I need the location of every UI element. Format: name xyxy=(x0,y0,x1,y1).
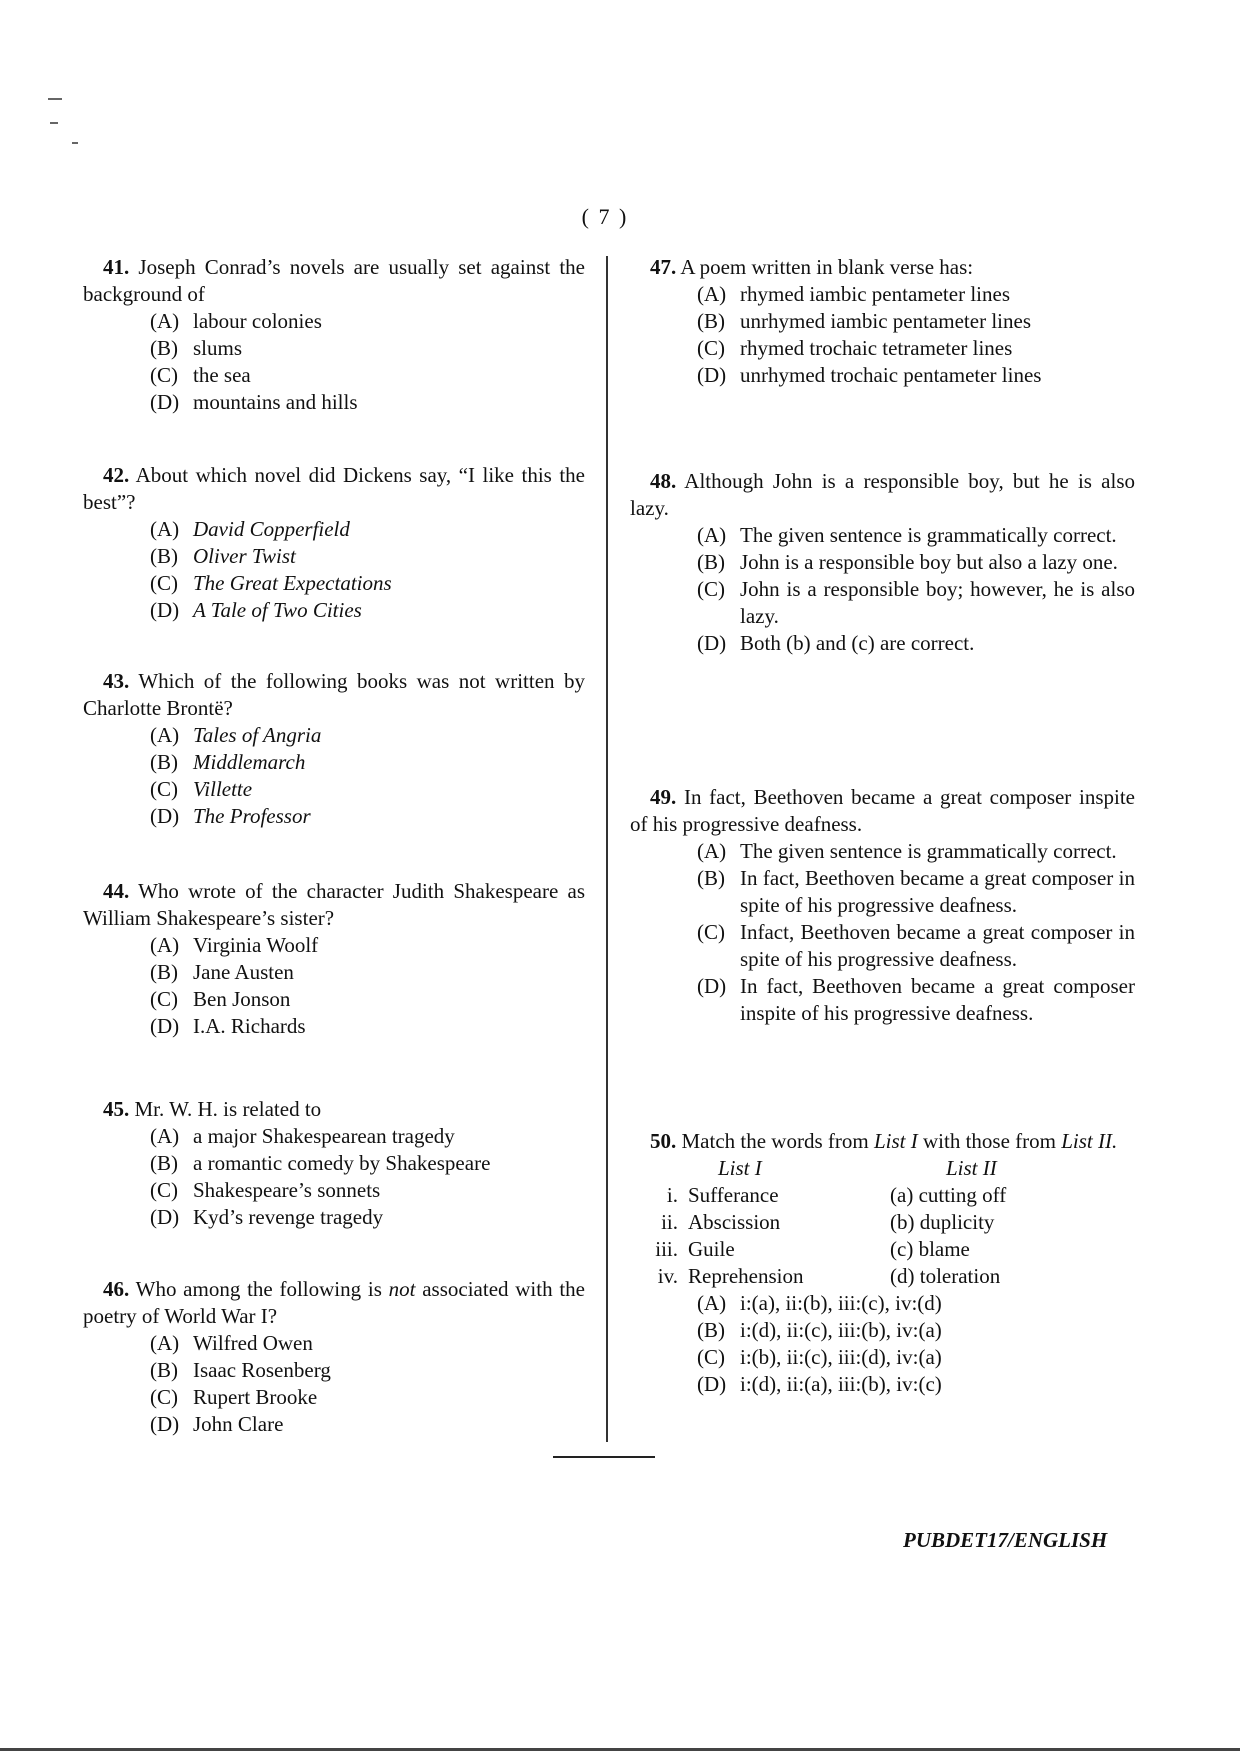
question-stem: Joseph Conrad’s novels are usually set against the background of xyxy=(83,255,586,306)
option-c: (C) the sea xyxy=(150,363,251,387)
list-1-heading: List I xyxy=(718,1156,762,1180)
option-b: (B) i:(d), ii:(c), iii:(b), iv:(a) xyxy=(697,1318,942,1342)
match-row: i. Sufferance (a) cutting off xyxy=(666,1183,1007,1207)
question-stem: Which of the following books was not written by Charlotte Brontë? xyxy=(83,669,586,720)
option-d: (D) Both (b) and (c) are correct. xyxy=(697,631,975,655)
match-row: iii. Guile (c) blame xyxy=(655,1237,970,1261)
option-d: (D) John Clare xyxy=(150,1412,284,1436)
match-table xyxy=(630,1155,1135,1288)
question-stem: Although John is a responsible boy, but he is also lazy. xyxy=(630,469,1135,520)
option-c: (C) The Great Expectations xyxy=(150,571,392,595)
option-b: (B) Oliver Twist xyxy=(150,544,296,568)
option-c: (C) Infact, Beethoven became a great composer in spite of his progressive deafness. xyxy=(697,920,1135,971)
question-number: 42. xyxy=(103,463,130,487)
question-number: 44. xyxy=(103,879,130,903)
option-a: (A) rhymed iambic pentameter lines xyxy=(697,282,1010,306)
option-a: (A) Virginia Woolf xyxy=(150,933,319,957)
option-b: (B) In fact, Beethoven became a great composer in spite of his progressive deafness. xyxy=(697,866,1135,917)
question-45 xyxy=(83,1096,585,1231)
footer-code: PUBDET17/ENGLISH xyxy=(903,1528,1108,1552)
option-a: (A) David Copperfield xyxy=(150,517,350,541)
option-b: (B) a romantic comedy by Shakespeare xyxy=(150,1151,491,1175)
option-d: (D) Kyd’s revenge tragedy xyxy=(150,1205,384,1229)
option-a: (A) a major Shakespearean tragedy xyxy=(150,1124,455,1148)
question-44 xyxy=(83,878,585,1040)
scan-speck xyxy=(72,142,78,144)
question-number: 41. xyxy=(103,255,130,279)
list-2-heading: List II xyxy=(946,1156,997,1180)
option-c: (C) Rupert Brooke xyxy=(150,1385,318,1409)
option-a: (A) labour colonies xyxy=(150,309,322,333)
question-stem: Who wrote of the character Judith Shakespeare as William Shakespeare’s sister? xyxy=(83,879,585,930)
end-rule xyxy=(553,1456,655,1458)
question-number: 43. xyxy=(103,669,130,693)
scan-speck xyxy=(48,98,62,100)
option-a: (A) The given sentence is grammatically correct. xyxy=(697,839,1117,863)
option-b: (B) Isaac Rosenberg xyxy=(150,1358,331,1382)
question-46: 46. Who among the following is not associated with the poetry of World War I? (A) Wilfred Owen (B) Isaac Rosenberg (C) Rupert Brooke (D) John Clare xyxy=(83,1277,585,1436)
question-stem: In fact, Beethoven became a great composer inspite of his progressive deafness. xyxy=(630,785,1136,836)
option-d: (D) mountains and hills xyxy=(150,390,358,414)
column-divider xyxy=(606,256,608,1442)
option-d: (D) unrhymed trochaic pentameter lines xyxy=(697,363,1042,387)
option-a: (A) Wilfred Owen xyxy=(150,1331,313,1355)
option-d: (D) I.A. Richards xyxy=(150,1014,306,1038)
option-d: (D) The Professor xyxy=(150,804,311,828)
option-d: (D) In fact, Beethoven became a great composer inspite of his progressive deafness. xyxy=(697,974,1135,1025)
option-b: (B) Jane Austen xyxy=(150,960,294,984)
option-c: (C) i:(b), ii:(c), iii:(d), iv:(a) xyxy=(697,1345,942,1369)
option-b: (B) unrhymed iambic pentameter lines xyxy=(697,309,1031,333)
question-50: 50. Match the words from List I with those from List II. List I List II i. Sufferance (a) cutting off ii. Abscission (b) duplicity iii. Guile (c) blame iv. Reprehension (d) toleration (A) i:(a), ii:(b), iii:(c), iv:(d) (B) i:(d), ii:(c), iii:(b), iv:(a) (C) i:(b), ii:(c), iii:(d), iv:(a) (D) i:(d), ii:(a), iii:(b), iv:(c) xyxy=(630,1128,1135,1398)
question-43 xyxy=(83,668,585,830)
question-number: 49. xyxy=(650,785,677,809)
option-a: (A) The given sentence is grammatically correct. xyxy=(697,523,1117,547)
question-number: 45. xyxy=(103,1097,130,1121)
question-number: 50. xyxy=(650,1129,677,1153)
question-stem: A poem written in blank verse has: xyxy=(680,255,974,279)
option-c: (C) Villette xyxy=(150,777,253,801)
question-stem: Mr. W. H. is related to xyxy=(134,1097,322,1121)
match-row: ii. Abscission (b) duplicity xyxy=(661,1210,995,1234)
question-48 xyxy=(630,468,1135,657)
option-b: (B) slums xyxy=(150,336,243,360)
question-41 xyxy=(83,254,585,416)
option-a: (A) Tales of Angria xyxy=(150,723,322,747)
option-b: (B) John is a responsible boy but also a lazy one. xyxy=(697,550,1118,574)
option-c: (C) Shakespeare’s sonnets xyxy=(150,1178,381,1202)
option-c: (C) Ben Jonson xyxy=(150,987,291,1011)
question-47 xyxy=(630,254,1135,389)
question-stem: About which novel did Dickens say, “I like this the best”? xyxy=(83,463,585,514)
scan-speck xyxy=(50,122,58,124)
scan-edge xyxy=(0,1748,1240,1751)
option-c: (C) rhymed trochaic tetrameter lines xyxy=(697,336,1013,360)
question-42 xyxy=(83,462,585,624)
question-49 xyxy=(630,784,1135,1027)
question-number: 46. xyxy=(103,1277,130,1301)
option-b: (B) Middlemarch xyxy=(150,750,306,774)
question-number: 48. xyxy=(650,469,677,493)
option-d: (D) i:(d), ii:(a), iii:(b), iv:(c) xyxy=(697,1372,942,1396)
option-a: (A) i:(a), ii:(b), iii:(c), iv:(d) xyxy=(697,1291,942,1315)
option-d: (D) A Tale of Two Cities xyxy=(150,598,362,622)
match-row: iv. Reprehension (d) toleration xyxy=(657,1264,1001,1288)
option-c: (C) John is a responsible boy; however, he is also lazy. xyxy=(697,577,1135,628)
page-number: ( 7 ) xyxy=(581,204,629,229)
question-number: 47. xyxy=(650,255,677,279)
